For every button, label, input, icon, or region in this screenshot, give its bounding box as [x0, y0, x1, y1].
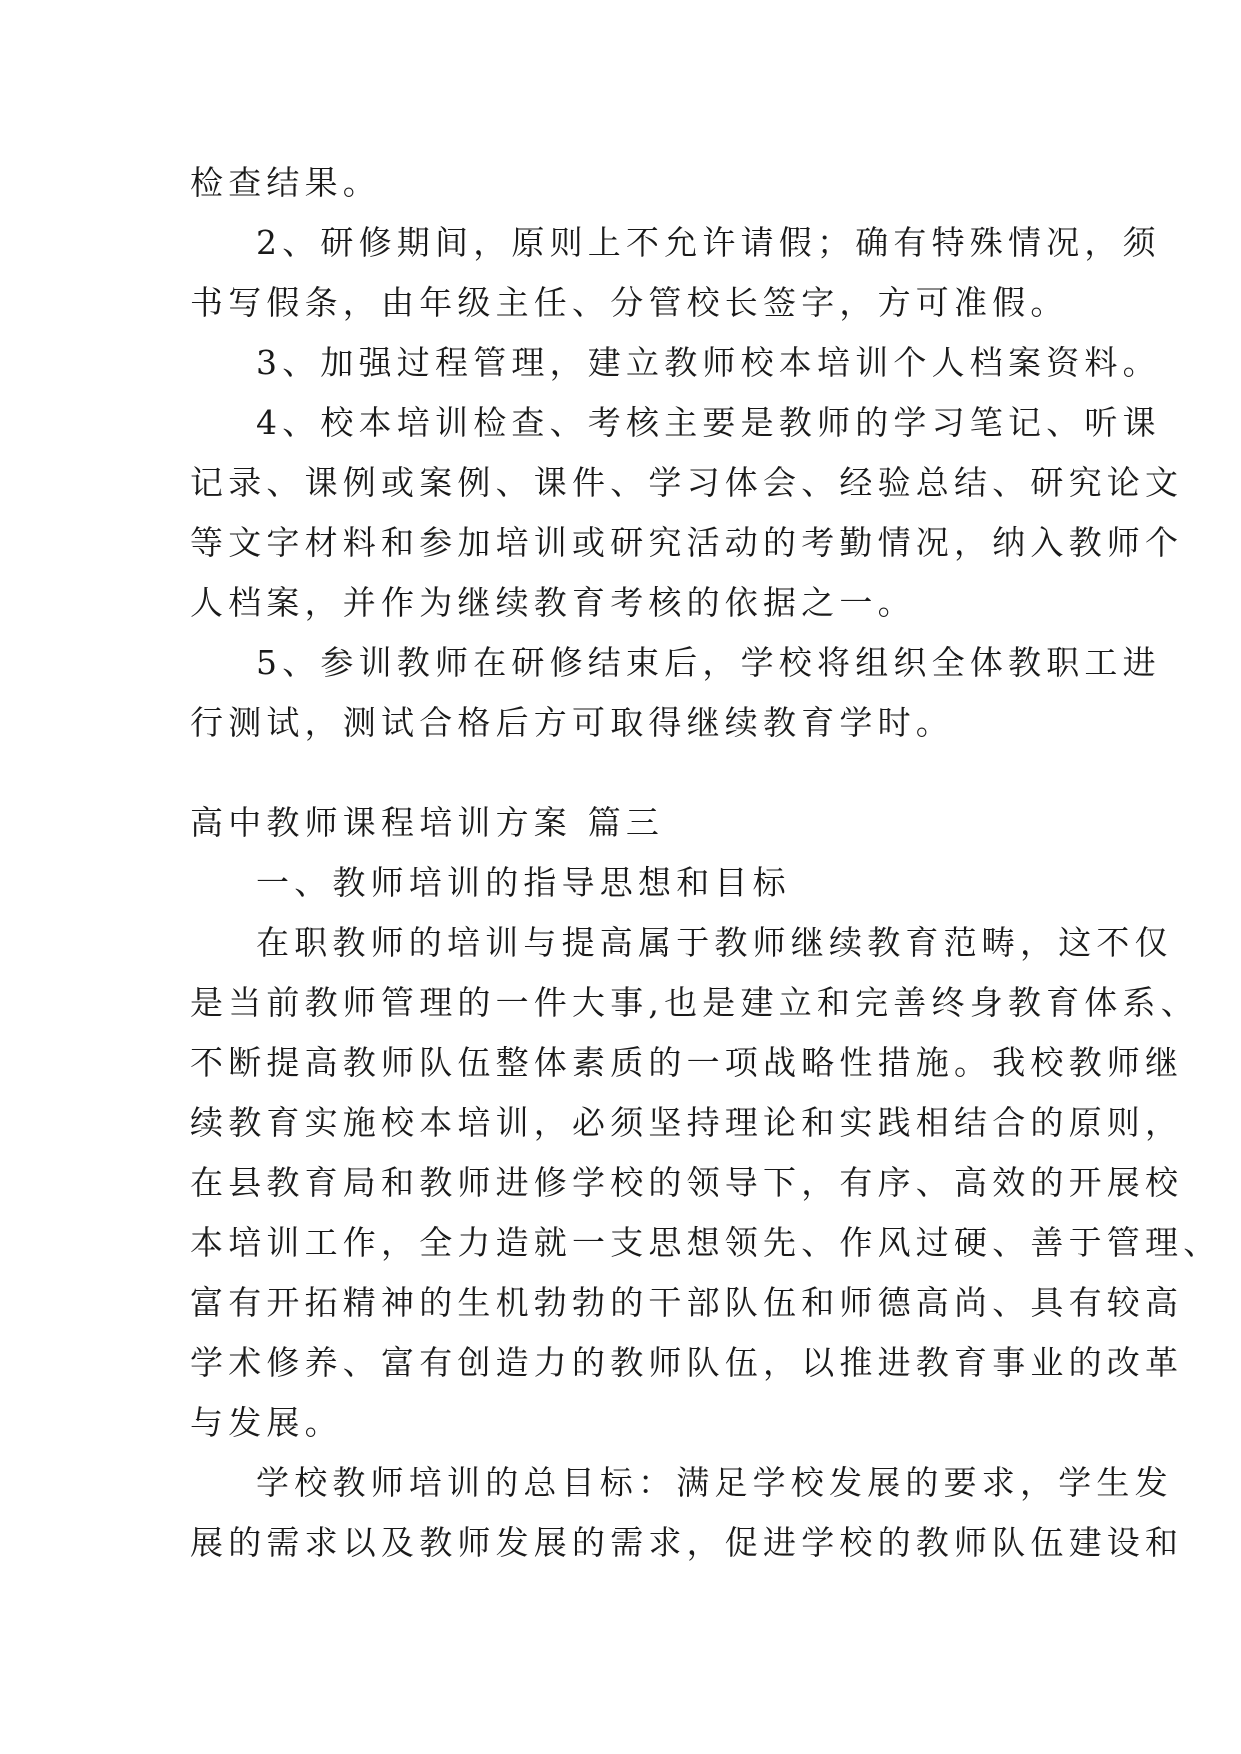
text-line: 不断提高教师队伍整体素质的一项战略性措施。我校教师继	[190, 1043, 1184, 1082]
text-line: 与发展。	[190, 1403, 343, 1442]
text-line: 4、校本培训检查、考核主要是教师的学习笔记、听课	[256, 403, 1161, 442]
text-line: 行测试，测试合格后方可取得继续教育学时。	[190, 703, 954, 742]
text-line: 书写假条，由年级主任、分管校长签字，方可准假。	[190, 283, 1069, 322]
text-line: 等文字材料和参加培训或研究活动的考勤情况，纳入教师个	[190, 523, 1184, 562]
text-line: 3、加强过程管理，建立教师校本培训个人档案资料。	[256, 343, 1161, 382]
text-line: 检查结果。	[190, 163, 381, 202]
text-line: 续教育实施校本培训，必须坚持理论和实践相结合的原则，	[190, 1103, 1184, 1142]
text-line: 是当前教师管理的一件大事,也是建立和完善终身教育体系、	[190, 983, 1199, 1022]
text-line: 2、研修期间，原则上不允许请假；确有特殊情况，须	[256, 223, 1161, 262]
text-line: 记录、课例或案例、课件、学习体会、经验总结、研究论文	[190, 463, 1184, 502]
text-line: 学术修养、富有创造力的教师队伍，以推进教育事业的改革	[190, 1343, 1184, 1382]
text-line: 人档案，并作为继续教育考核的依据之一。	[190, 583, 916, 622]
text-line: 在职教师的培训与提高属于教师继续教育范畴，这不仅	[256, 923, 1173, 962]
text-line: 本培训工作，全力造就一支思想领先、作风过硬、善于管理、	[190, 1223, 1222, 1262]
text-line: 展的需求以及教师发展的需求，促进学校的教师队伍建设和	[190, 1523, 1184, 1562]
text-line: 5、参训教师在研修结束后，学校将组织全体教职工进	[256, 643, 1161, 682]
text-line: 在县教育局和教师进修学校的领导下，有序、高效的开展校	[190, 1163, 1184, 1202]
section-heading: 高中教师课程培训方案 篇三	[190, 803, 665, 842]
text-line: 学校教师培训的总目标：满足学校发展的要求，学生发	[256, 1463, 1173, 1502]
subsection-heading: 一、教师培训的指导思想和目标	[256, 863, 791, 902]
text-line: 富有开拓精神的生机勃勃的干部队伍和师德高尚、具有较高	[190, 1283, 1184, 1322]
